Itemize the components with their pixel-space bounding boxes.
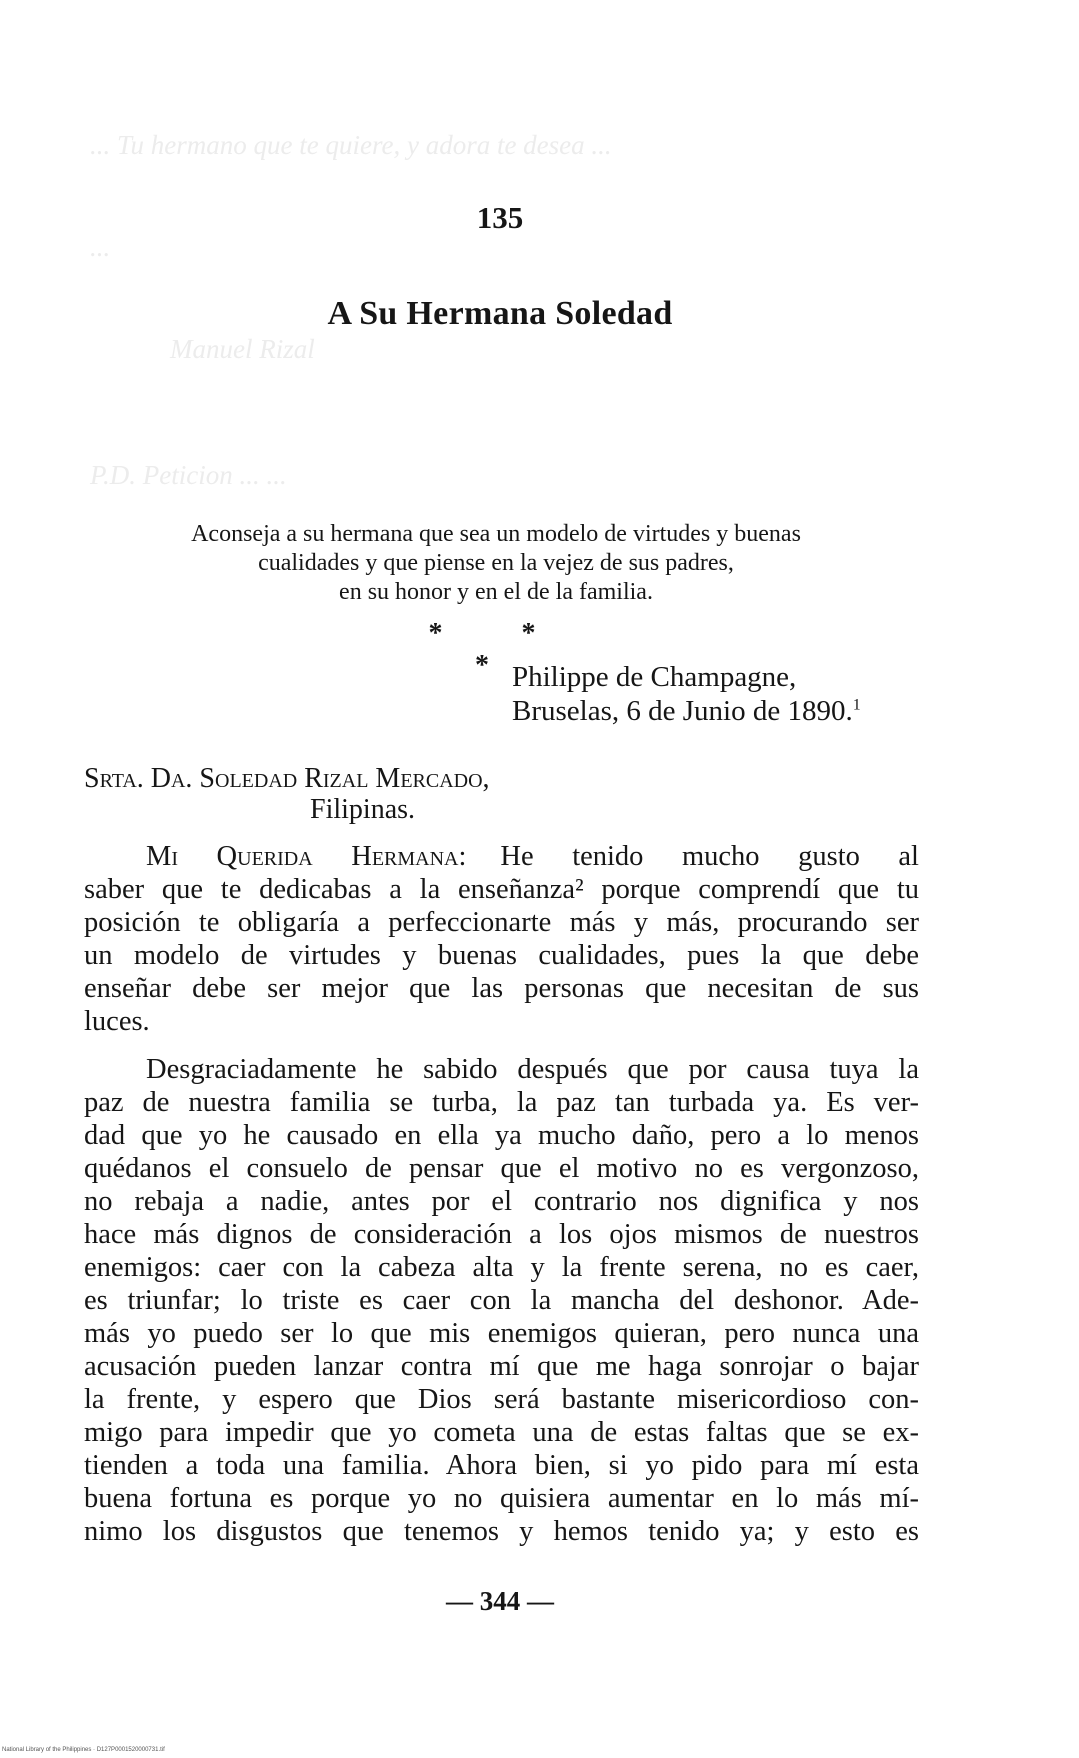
body-line: posición te obligaría a perfeccionarte más y más, procurando ser (84, 907, 919, 938)
ghost-line: Manuel Rizal (170, 334, 315, 364)
paragraph-gap (84, 1038, 919, 1053)
archive-footer-tag: National Library of the Philippines · D127P0001520000731.tif (2, 1747, 165, 1753)
dateline (512, 660, 861, 728)
body-line: dad que yo he causado en ella ya mucho daño, pero a lo menos (84, 1120, 919, 1151)
body-line: saber que te dedicabas a la enseñanza² porque comprendí que tu (84, 874, 919, 905)
recipient-name: Srta. Da. Soledad Rizal Mercado, (84, 763, 490, 794)
body-line: buena fortuna es porque yo no quisiera aumentar en lo más mí- (84, 1483, 919, 1514)
ghost-line: ... (90, 232, 111, 262)
letter-title: A Su Hermana Soledad (327, 295, 673, 332)
body-line: la frente, y espero que Dios será bastante misericordioso con- (84, 1384, 919, 1415)
body-line: más yo puedo ser lo que mis enemigos quieran, pero nunca una (84, 1318, 919, 1349)
body-line-text: He tenido mucho gusto al (500, 841, 919, 872)
body-line: enseñar debe ser mejor que las personas que necesitan de sus (84, 973, 919, 1004)
body-line: paz de nuestra familia se turba, la paz tan turbada ya. Es ver- (84, 1087, 919, 1118)
body-line: tienden a toda una familia. Ahora bien, si yo pido para mí esta (84, 1450, 919, 1481)
body-line: migo para impedir que yo cometa una de estas faltas que se ex- (84, 1417, 919, 1448)
dateline-date-wrap (512, 694, 861, 728)
body-line-1 (84, 840, 919, 873)
letter-summary (96, 520, 896, 607)
recipient-place: Filipinas. (310, 794, 416, 825)
summary-line: Aconseja a su hermana que sea un modelo de virtudes y buenas (191, 521, 801, 547)
body-line: Desgraciadamente he sabido después que por causa tuya la (146, 1054, 919, 1085)
body-line: luces. (84, 1006, 150, 1037)
dateline-date: Bruselas, 6 de Junio de 1890. (512, 695, 853, 727)
page-number: — 344 — (446, 1586, 554, 1616)
body-line: acusación pueden lanzar contra mí que me haga sonrojar o bajar (84, 1351, 919, 1382)
body-line: hace más dignos de consideración a los ojos mismos de nuestros (84, 1219, 919, 1250)
body-line: nimo los disgustos que tenemos y hemos tenido ya; y esto es (84, 1516, 919, 1547)
body-line: quédanos el consuelo de pensar que el motivo no es vergonzoso, (84, 1153, 919, 1184)
ghost-line: ... Tu hermano que te quiere, y adora te desea ... (90, 130, 612, 160)
body-line: enemigos: caer con la cabeza alta y la frente serena, no es caer, (84, 1252, 919, 1283)
letter-body (84, 840, 919, 1548)
section-separator: * * * (428, 618, 572, 681)
dateline-place: Philippe de Champagne, (512, 661, 797, 693)
salutation: Mi Querida Hermana: (146, 841, 467, 872)
body-line: no rebaja a nadie, antes por el contrario nos dignifica y nos (84, 1186, 919, 1217)
ghost-line: P.D. Peticion ... ... (90, 460, 287, 490)
letter-number: 135 (476, 200, 524, 235)
body-line: un modelo de virtudes y buenas cualidades, pues la que debe (84, 940, 919, 971)
summary-line: cualidades y que piense en la vejez de sus padres, (258, 550, 734, 576)
summary-line: en su honor y en el de la familia. (339, 579, 653, 605)
body-line: es triunfar; lo triste es caer con la mancha del deshonor. Ade- (84, 1285, 919, 1316)
footnote-marker: 1 (852, 696, 861, 714)
